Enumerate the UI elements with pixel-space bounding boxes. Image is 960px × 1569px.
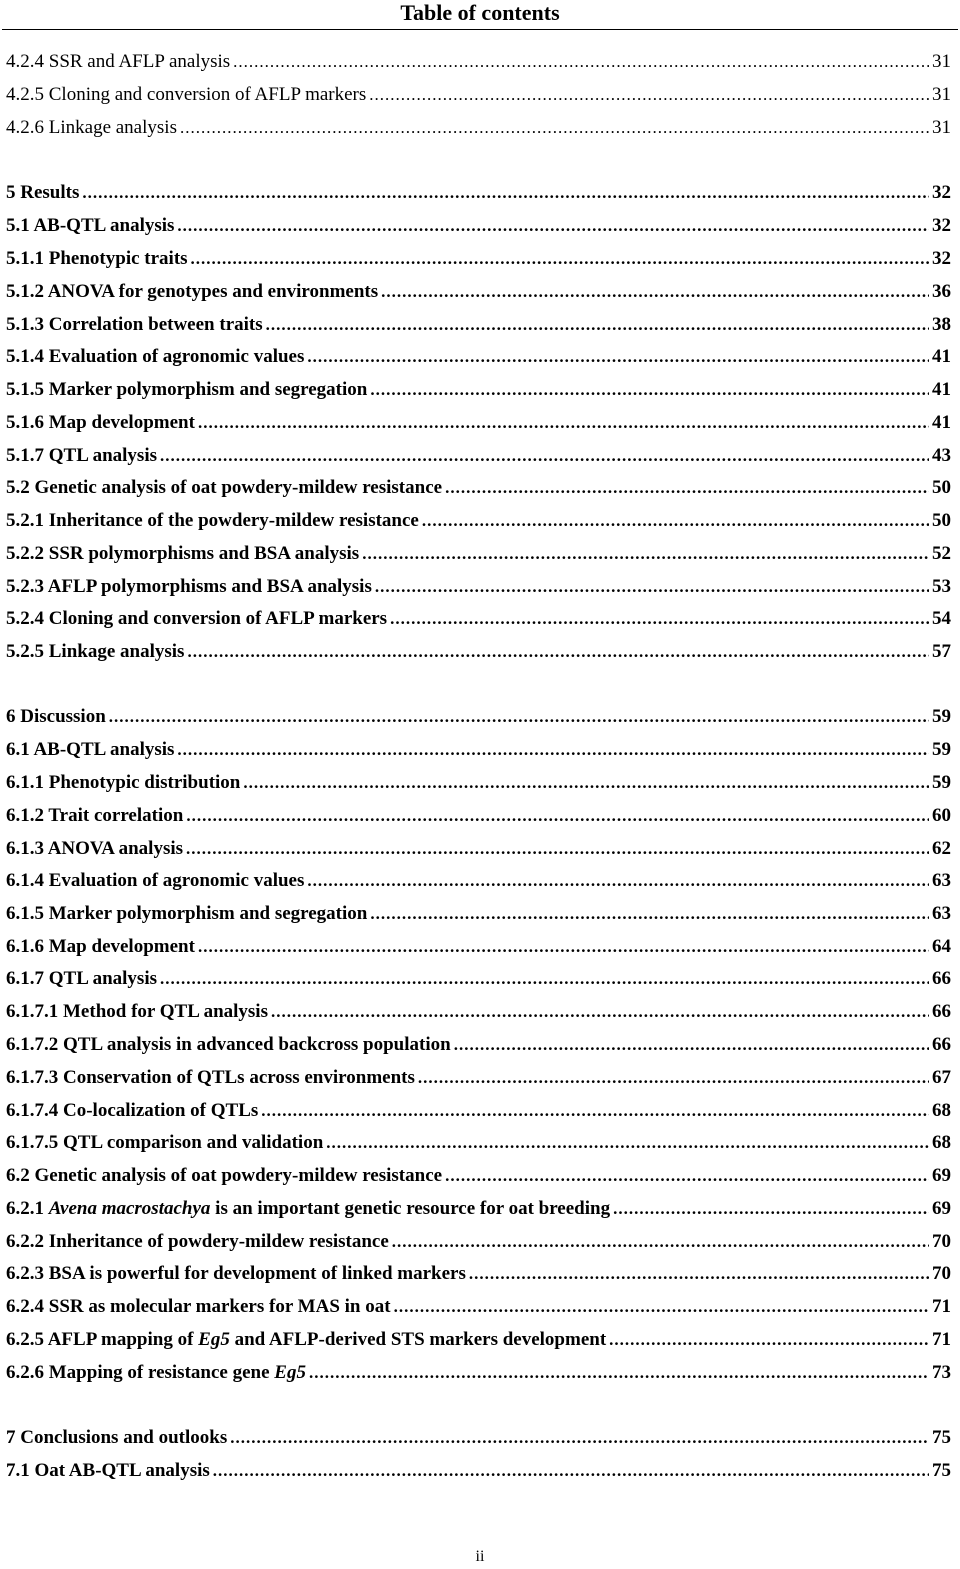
toc-dot-leader (82, 180, 929, 206)
toc-entry-page: 68 (932, 1100, 951, 1121)
toc-entry[interactable] (6, 541, 951, 567)
page-number: ii (475, 1548, 485, 1565)
toc-entry-page: 43 (932, 445, 951, 466)
toc-entry[interactable] (6, 1360, 951, 1386)
toc-entry-page: 75 (932, 1460, 951, 1481)
toc-entry[interactable] (6, 1229, 951, 1255)
toc-dot-leader (418, 1065, 929, 1091)
toc-entry-title: 6.1.5 Marker polymorphism and segregation (6, 903, 368, 924)
toc-dot-leader (261, 1098, 929, 1124)
toc-entry-page: 71 (932, 1296, 951, 1317)
toc-entry-title: 5.1.2 ANOVA for genotypes and environments (6, 281, 379, 302)
toc-entry-page: 60 (932, 805, 951, 826)
toc-dot-leader (370, 377, 929, 403)
toc-entry-title: 6.1.1 Phenotypic distribution (6, 772, 241, 793)
toc-dot-leader (266, 312, 929, 338)
toc-entry-page: 66 (932, 1034, 951, 1055)
toc-entry[interactable] (6, 410, 951, 436)
toc-dot-leader (445, 475, 929, 501)
toc-entry-title: 6.2.5 AFLP mapping of Eg5 and AFLP-derived STS markers development (6, 1329, 607, 1350)
toc-dot-leader (394, 1294, 929, 1320)
toc-entry[interactable] (6, 180, 951, 206)
toc-entry-page: 69 (932, 1198, 951, 1219)
toc-entry[interactable] (6, 508, 951, 534)
toc-entry-page: 52 (932, 543, 951, 564)
toc-entry-page: 63 (932, 903, 951, 924)
toc-entry[interactable] (6, 1196, 951, 1222)
toc-entry[interactable] (6, 901, 951, 927)
toc-entry-page: 50 (932, 477, 951, 498)
toc-entry-page: 50 (932, 510, 951, 531)
toc-entry[interactable] (6, 868, 951, 894)
toc-dot-leader (326, 1130, 929, 1156)
toc-dot-leader (609, 1327, 929, 1353)
toc-entry[interactable] (6, 1163, 951, 1189)
toc-entry-page: 59 (932, 739, 951, 760)
toc-entry-page: 70 (932, 1231, 951, 1252)
toc-entry-title: 7 Conclusions and outlooks (6, 1427, 228, 1448)
toc-entry-title: 6.2.6 Mapping of resistance gene Eg5 (6, 1362, 306, 1383)
toc-entry-title: 6.1.6 Map development (6, 936, 195, 957)
toc-entry-title: 5.2 Genetic analysis of oat powdery-mildew resistance (6, 477, 443, 498)
toc-entry[interactable] (6, 770, 951, 796)
toc-entry[interactable] (6, 836, 951, 862)
toc-entry[interactable] (6, 803, 951, 829)
toc-entry-page: 32 (932, 215, 951, 236)
toc-entry-title: 6.1.4 Evaluation of agronomic values (6, 870, 305, 891)
toc-entry[interactable] (6, 377, 951, 403)
toc-entry[interactable] (6, 115, 951, 141)
toc-dot-leader (369, 82, 929, 108)
toc-dot-leader (362, 541, 929, 567)
toc-dot-leader (271, 999, 929, 1025)
toc-entry[interactable] (6, 704, 951, 730)
title-divider (2, 29, 958, 30)
toc-entry[interactable] (6, 1098, 951, 1124)
toc-dot-leader (187, 639, 929, 665)
toc-entry[interactable] (6, 737, 951, 763)
toc-entry-page: 62 (932, 838, 951, 859)
toc-dot-leader (392, 1229, 929, 1255)
toc-entry-page: 64 (932, 936, 951, 957)
toc-entry-title: 5.2.3 AFLP polymorphisms and BSA analysis (6, 576, 372, 597)
toc-entry-title: 5 Results (6, 182, 80, 203)
toc-dot-leader (613, 1196, 929, 1222)
toc-entry-title: 4.2.5 Cloning and conversion of AFLP markers (6, 84, 367, 105)
toc-dot-leader (454, 1032, 929, 1058)
toc-entry-title: 6.1 AB-QTL analysis (6, 739, 175, 760)
toc-entry-title: 7.1 Oat AB-QTL analysis (6, 1460, 210, 1481)
toc-entry-page: 32 (932, 248, 951, 269)
toc-dot-leader (198, 934, 929, 960)
toc-entry-page: 57 (932, 641, 951, 662)
toc-dot-leader (243, 770, 929, 796)
toc-entry-title: 6.2.4 SSR as molecular markers for MAS in oat (6, 1296, 391, 1317)
toc-dot-leader (390, 606, 929, 632)
toc-entry-title: 5.1.6 Map development (6, 412, 195, 433)
toc-entry-page: 66 (932, 968, 951, 989)
toc-entry[interactable] (6, 1458, 951, 1484)
toc-dot-leader (198, 410, 929, 436)
toc-entry[interactable] (6, 639, 951, 665)
toc-entry-title: 6.1.7.2 QTL analysis in advanced backcross population (6, 1034, 451, 1055)
toc-entry-page: 31 (932, 117, 951, 138)
toc-entry-page: 53 (932, 576, 951, 597)
toc-dot-leader (213, 1458, 929, 1484)
toc-entry-title: 6 Discussion (6, 706, 106, 727)
toc-entry-title: 6.1.7.1 Method for QTL analysis (6, 1001, 268, 1022)
toc-dot-leader (191, 246, 929, 272)
toc-dot-leader (445, 1163, 929, 1189)
toc-entry[interactable] (6, 312, 951, 338)
toc-entry-page: 63 (932, 870, 951, 891)
toc-entry-title: 5.1.4 Evaluation of agronomic values (6, 346, 305, 367)
toc-entry-title: 5.2.2 SSR polymorphisms and BSA analysis (6, 543, 360, 564)
toc-entry-page: 73 (932, 1362, 951, 1383)
toc-entry-title: 5.1.5 Marker polymorphism and segregation (6, 379, 368, 400)
toc-dot-leader (177, 737, 929, 763)
toc-entry[interactable] (6, 1065, 951, 1091)
toc-entry-page: 59 (932, 706, 951, 727)
toc-dot-leader (230, 1425, 929, 1451)
toc-dot-leader (307, 868, 929, 894)
toc-entry-page: 36 (932, 281, 951, 302)
toc-entry-page: 67 (932, 1067, 951, 1088)
toc-entry-page: 70 (932, 1263, 951, 1284)
toc-entry[interactable] (6, 999, 951, 1025)
toc-entry[interactable] (6, 1130, 951, 1156)
toc-entry[interactable] (6, 475, 951, 501)
toc-entry-page: 59 (932, 772, 951, 793)
toc-dot-leader (370, 901, 929, 927)
toc-entry[interactable] (6, 344, 951, 370)
toc-dot-leader (186, 803, 929, 829)
toc-entry-page: 75 (932, 1427, 951, 1448)
toc-entry-page: 38 (932, 314, 951, 335)
toc-entry[interactable] (6, 213, 951, 239)
toc-entry-page: 31 (932, 84, 951, 105)
toc-entry-title: 6.2 Genetic analysis of oat powdery-mildew resistance (6, 1165, 443, 1186)
toc-dot-leader (160, 966, 929, 992)
toc-entry[interactable] (6, 934, 951, 960)
toc-entry-page: 31 (932, 51, 951, 72)
toc-entry-title: 5.2.1 Inheritance of the powdery-mildew resistance (6, 510, 419, 531)
toc-dot-leader (469, 1261, 929, 1287)
toc-dot-leader (309, 1360, 929, 1386)
toc-dot-leader (307, 344, 929, 370)
toc-dot-leader (180, 115, 929, 141)
toc-entry[interactable] (6, 574, 951, 600)
toc-entry-page: 41 (932, 346, 951, 367)
toc-entry-title: 6.1.7.4 Co-localization of QTLs (6, 1100, 259, 1121)
toc-entry[interactable] (6, 1032, 951, 1058)
toc-entry-page: 68 (932, 1132, 951, 1153)
toc-entry[interactable] (6, 246, 951, 272)
toc-dot-leader (186, 836, 929, 862)
toc-dot-leader (375, 574, 929, 600)
toc-entry[interactable] (6, 82, 951, 108)
toc-entry-title: 6.1.7.3 Conservation of QTLs across environments (6, 1067, 415, 1088)
toc-entry-title: 6.1.7 QTL analysis (6, 968, 157, 989)
toc-dot-leader (160, 443, 929, 469)
toc-entry-title: 6.2.1 Avena macrostachya is an important genetic resource for oat breeding (6, 1198, 611, 1219)
toc-entry-page: 66 (932, 1001, 951, 1022)
toc-entry-title: 5.1.3 Correlation between traits (6, 314, 263, 335)
toc-dot-leader (177, 213, 929, 239)
toc-entry-title: 4.2.4 SSR and AFLP analysis (6, 51, 231, 72)
toc-entry-page: 41 (932, 412, 951, 433)
toc-entry[interactable] (6, 606, 951, 632)
toc-entry[interactable] (6, 279, 951, 305)
toc-entry[interactable] (6, 443, 951, 469)
toc-entry-title: 6.2.2 Inheritance of powdery-mildew resistance (6, 1231, 389, 1252)
toc-entry-title: 6.1.3 ANOVA analysis (6, 838, 184, 859)
toc-entry[interactable] (6, 1261, 951, 1287)
toc-entry-page: 69 (932, 1165, 951, 1186)
page-title: Table of contents (400, 0, 560, 25)
toc-entry-page: 71 (932, 1329, 951, 1350)
toc-entry-page: 41 (932, 379, 951, 400)
toc-entry-page: 54 (932, 608, 951, 629)
toc-entry-title: 5.1.7 QTL analysis (6, 445, 157, 466)
toc-dot-leader (381, 279, 929, 305)
toc-entry-title: 5.1.1 Phenotypic traits (6, 248, 188, 269)
toc-entry-title: 6.1.2 Trait correlation (6, 805, 184, 826)
toc-entry-page: 32 (932, 182, 951, 203)
toc-entry-title: 5.1 AB-QTL analysis (6, 215, 175, 236)
toc-entry-title: 6.2.3 BSA is powerful for development of linked markers (6, 1263, 466, 1284)
toc-entry-title: 5.2.5 Linkage analysis (6, 641, 185, 662)
toc-entry[interactable] (6, 49, 951, 75)
toc-dot-leader (422, 508, 929, 534)
toc-dot-leader (233, 49, 929, 75)
toc-entry[interactable] (6, 1327, 951, 1353)
toc-entry-title: 6.1.7.5 QTL comparison and validation (6, 1132, 324, 1153)
toc-entry-title: 4.2.6 Linkage analysis (6, 117, 177, 138)
toc-entry[interactable] (6, 1294, 951, 1320)
toc-dot-leader (109, 704, 929, 730)
toc-entry-title: 5.2.4 Cloning and conversion of AFLP markers (6, 608, 388, 629)
toc-entry[interactable] (6, 966, 951, 992)
toc-entry[interactable] (6, 1425, 951, 1451)
